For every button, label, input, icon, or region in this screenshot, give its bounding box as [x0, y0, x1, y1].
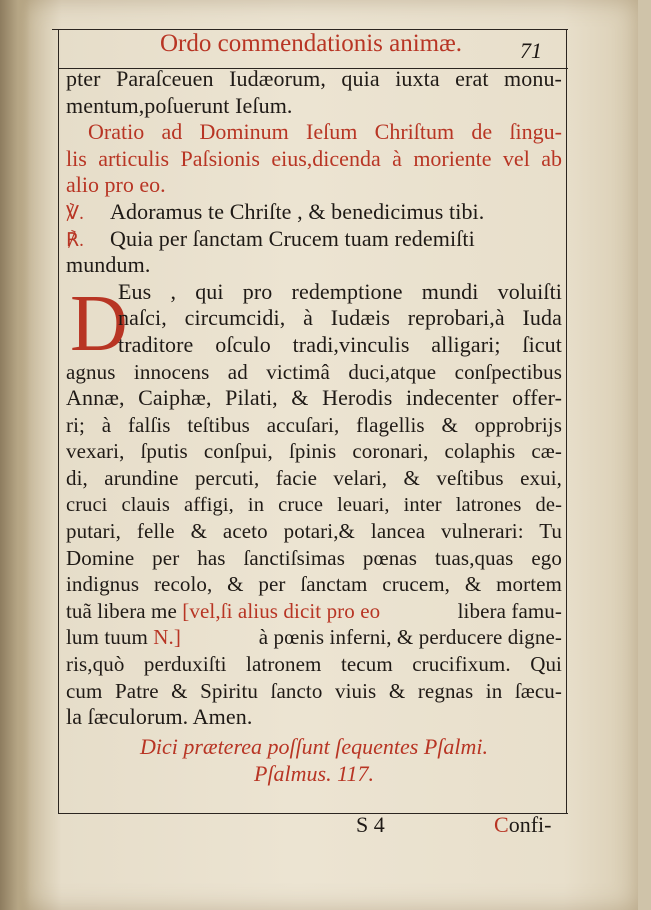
catchword [494, 812, 551, 838]
prayer-line: traditore oſculo tradi,vinculis alligari; ſicut [118, 331, 562, 357]
prayer-line: indignus recolo, & per ſanctam crucem, & mortem [66, 572, 562, 597]
prayer-text: libera famu- [457, 598, 562, 623]
prayer-line: cruci clauis affigi, in cruce leuari, inter latrones de- [66, 493, 562, 516]
prayer-line: agnus innocens ad victimâ duci,atque conſpectibus [66, 359, 562, 384]
prayer-line: la ſæculorum. Amen. [66, 704, 253, 730]
rubric-insert: [vel,ſi alius dicit pro eo [182, 598, 381, 623]
versicle-text: Adoramus te Chriſte , & benedicimus tibi. [110, 198, 485, 224]
prayer-line: naſci, circumcidi, à Iudæis reprobari,à Iuda [118, 305, 562, 331]
prayer-text: lum tuum [66, 625, 148, 650]
rubric-name-placeholder: N.] [153, 625, 181, 650]
drop-capital: D [70, 280, 128, 368]
rubric-line: lis articulis Paſsionis eius,dicenda à moriente vel ab [66, 145, 562, 171]
prayer-line: vexari, ſputis conſpui, ſpinis coronari, colaphis cæ- [66, 439, 562, 464]
text-block [66, 66, 562, 787]
versicle-line [66, 199, 562, 226]
rubric-line: alio pro eo. [66, 172, 166, 198]
text-line: pter Paraſceuen Iudæorum, quia iuxta erat monu- [66, 66, 562, 91]
text-line: mentum,poſuerunt Ieſum. [66, 92, 293, 118]
prayer-text: à pœnis inferni, & perducere digne- [258, 625, 562, 650]
prayer-line [66, 598, 562, 625]
psalm-heading: Pſalmus. 117. [254, 760, 374, 786]
right-rule [566, 29, 567, 813]
bottom-rule [58, 813, 568, 814]
rubric-line: Oratio ad Dominum Ieſum Chriſtum de ſingu- [88, 119, 562, 145]
signature-mark: S 4 [356, 812, 385, 837]
prayer-line: putari, felle & aceto potari,& lancea vulnerari: Tu [66, 519, 562, 544]
prayer-line: di, arundine percuti, facie velari, & veſtibus exui, [66, 465, 562, 490]
prayer-text: tuã libera me [66, 598, 177, 623]
prayer-line: Domine per has ſanctiſsimas pœnas tuas,quas ego [66, 545, 562, 570]
response-text: Quia per ſanctam Crucem tuam redemiſti [110, 225, 475, 251]
binding-gutter [0, 0, 30, 910]
response-symbol: ℟. [66, 229, 84, 251]
left-rule [58, 29, 59, 813]
running-title: Ordo commendationis animæ. [160, 30, 463, 57]
page-number: 71 [520, 38, 542, 63]
catchword-capital: C [494, 812, 509, 837]
versicle-symbol: ℣. [66, 202, 84, 224]
rubric-psalms: Dici præterea poſſunt ſequentes Pſalmi. [139, 733, 489, 759]
prayer-line: Eus , qui pro redemptione mundi voluiſti [118, 278, 562, 304]
prayer-line: Annæ, Caiphæ, Pilati, & Herodis indecenter offer- [66, 385, 562, 411]
prayer-line: cum Patre & Spiritu ſancto viuis & regnas in ſæcu- [66, 678, 562, 703]
prayer-line: ris,quò perduxiſti latronem tecum crucifixum. Qui [66, 652, 562, 677]
catchword-text: onfi- [508, 812, 552, 837]
prayer-line: ri; à falſis teſtibus accuſari, flagellis & opprobrijs [66, 412, 562, 437]
response-line [66, 226, 562, 253]
prayer-line [66, 624, 562, 651]
text-line: mundum. [66, 252, 151, 278]
